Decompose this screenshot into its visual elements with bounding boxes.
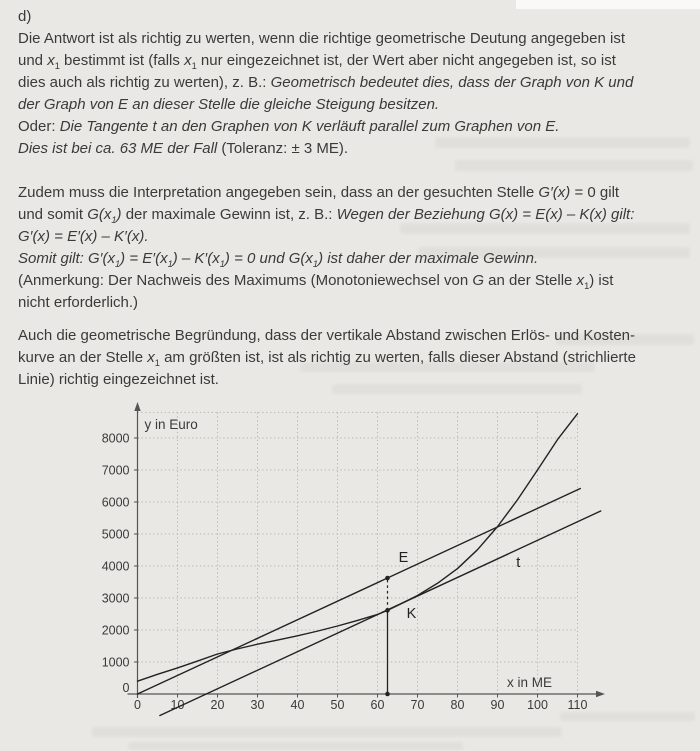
text-segment: x [147, 349, 155, 366]
text-segment: und somit [18, 206, 88, 223]
subscript: 1 [54, 61, 60, 71]
subscript: 1 [584, 281, 590, 291]
profit-chart [60, 393, 660, 728]
text-segment: Zudem muss die Interpretation angegeben sein, dass an der gesuchten Stelle [18, 184, 539, 201]
text-line [18, 325, 686, 347]
text-segment: Wegen der Beziehung G(x) = E(x) – K(x) gilt: [336, 206, 635, 223]
text-line [18, 116, 686, 138]
text-segment: Dies ist bei ca. 63 ME der Fall [18, 140, 218, 157]
text-segment: G′(x) [538, 184, 571, 201]
text-line [18, 72, 686, 94]
marker-dot [385, 692, 390, 697]
text-segment: Die Tangente t an den Graphen von K verläuft parallel zum Graphen von E. [59, 118, 560, 135]
text-line [18, 369, 686, 391]
text-segment: ) – K′(x [172, 250, 220, 267]
text-segment: G′(x) = E′(x) – K′(x). [18, 228, 149, 245]
paragraph-3 [18, 325, 686, 391]
marker-dot [385, 608, 390, 613]
paragraph-1 [18, 28, 686, 160]
text-segment: Die Antwort ist als richtig zu werten, wenn die richtige geometrische Deutung angegeben ist [18, 30, 625, 47]
y-tick-label: 2000 [101, 623, 130, 638]
subscript: 1 [167, 259, 173, 269]
text-segment: ) [116, 206, 122, 223]
x-tick-label: 30 [250, 698, 265, 712]
text-segment: und [18, 52, 48, 69]
x-tick-label: 90 [490, 698, 505, 712]
y-axis-title: y in Euro [144, 417, 198, 432]
text-segment: nur eingezeichnet ist, der Wert aber nicht angegeben ist, so ist [196, 52, 616, 69]
bleed-through-artifact [92, 727, 562, 737]
text-segment: kurve an der Stelle [18, 349, 148, 366]
subscript: 1 [312, 259, 319, 269]
y-tick-label: 1000 [101, 655, 130, 670]
text-segment: Oder: [18, 118, 60, 135]
text-segment: dies auch als richtig zu werten), z. B.: [18, 74, 271, 91]
text-line [18, 94, 686, 116]
curve-label-t: t [516, 554, 521, 571]
answer-key-text [18, 6, 686, 391]
x-tick-label: 50 [330, 698, 345, 712]
marker-dot [385, 576, 390, 581]
text-segment: ) = E′(x [120, 250, 168, 267]
text-line [18, 50, 686, 72]
text-segment: bestimmt ist (falls [59, 52, 185, 69]
text-segment: ) = 0 und G(x [224, 250, 313, 267]
section-label: d) [18, 8, 32, 25]
text-segment: an der Stelle [484, 272, 577, 289]
x-tick-label: 10 [170, 698, 185, 712]
y-tick-label: 5000 [101, 527, 130, 542]
text-segment: (Anmerkung: Der Nachweis des Maximums (Monotoniewechsel von [18, 272, 473, 289]
text-segment: G(x [87, 206, 112, 223]
text-segment: = 0 gilt [570, 184, 620, 201]
text-segment: der Graph von E an dieser Stelle die gleiche Steigung besitzen. [18, 96, 440, 113]
text-segment: Auch die geometrische Begründung, dass der vertikale Abstand zwischen Erlös- und Kosten- [18, 327, 636, 344]
x-tick-label: 110 [567, 698, 588, 712]
x-axis-title: x in ME [506, 675, 553, 690]
y-tick-label: 7000 [101, 463, 130, 478]
bleed-through-artifact [128, 742, 463, 750]
subscript: 1 [154, 358, 160, 368]
x-tick-label: 20 [210, 698, 225, 712]
text-line [18, 226, 686, 248]
subscript: 1 [191, 61, 197, 71]
text-segment: Somit gilt: G′(x [18, 250, 115, 267]
text-segment: G [472, 272, 485, 289]
y-tick-label: 6000 [101, 495, 130, 510]
x-tick-label: 60 [370, 698, 385, 712]
x-tick-label: 80 [450, 698, 465, 712]
y-tick-label: 0 [122, 681, 130, 695]
curve-label-K: K [406, 606, 417, 622]
curve-label-E: E [398, 550, 409, 566]
y-tick-label: 3000 [101, 591, 130, 606]
subscript: 1 [111, 215, 117, 225]
text-line [18, 204, 686, 226]
x-tick-label: 40 [290, 698, 305, 712]
text-segment: ) ist [589, 272, 614, 289]
text-segment: Geometrisch bedeutet dies, dass der Graph von K und [270, 74, 634, 91]
text-line [18, 248, 686, 270]
y-tick-label: 8000 [101, 431, 130, 446]
text-line [18, 270, 686, 292]
text-line [18, 182, 686, 204]
x-tick-label: 70 [410, 698, 425, 712]
text-segment: x [576, 272, 585, 289]
subscript: 1 [115, 259, 121, 269]
text-segment: x [47, 52, 55, 69]
text-segment: nicht erforderlich.) [18, 294, 139, 311]
x-tick-label: 0 [134, 698, 141, 712]
text-line [18, 347, 686, 369]
text-segment: (Toleranz: ± 3 ME). [217, 140, 349, 157]
text-line [18, 28, 686, 50]
subscript: 1 [219, 259, 225, 269]
x-axis-arrow [596, 691, 605, 697]
text-segment: x [184, 52, 192, 69]
text-line [18, 138, 686, 160]
text-segment: am größten ist, ist als richtig zu werten, falls dieser Abstand (strichlierte [159, 349, 636, 366]
curve-E [138, 489, 581, 694]
paragraph-2 [18, 182, 686, 314]
text-segment: Linie) richtig eingezeichnet ist. [18, 371, 219, 388]
y-axis-arrow [134, 402, 140, 411]
y-tick-label: 4000 [101, 559, 130, 574]
curve-K [138, 414, 578, 682]
text-segment: ) ist daher der maximale Gewinn. [318, 250, 539, 267]
text-line [18, 292, 686, 314]
text-segment: der maximale Gewinn ist, z. B.: [121, 206, 337, 223]
x-tick-label: 100 [527, 698, 548, 712]
